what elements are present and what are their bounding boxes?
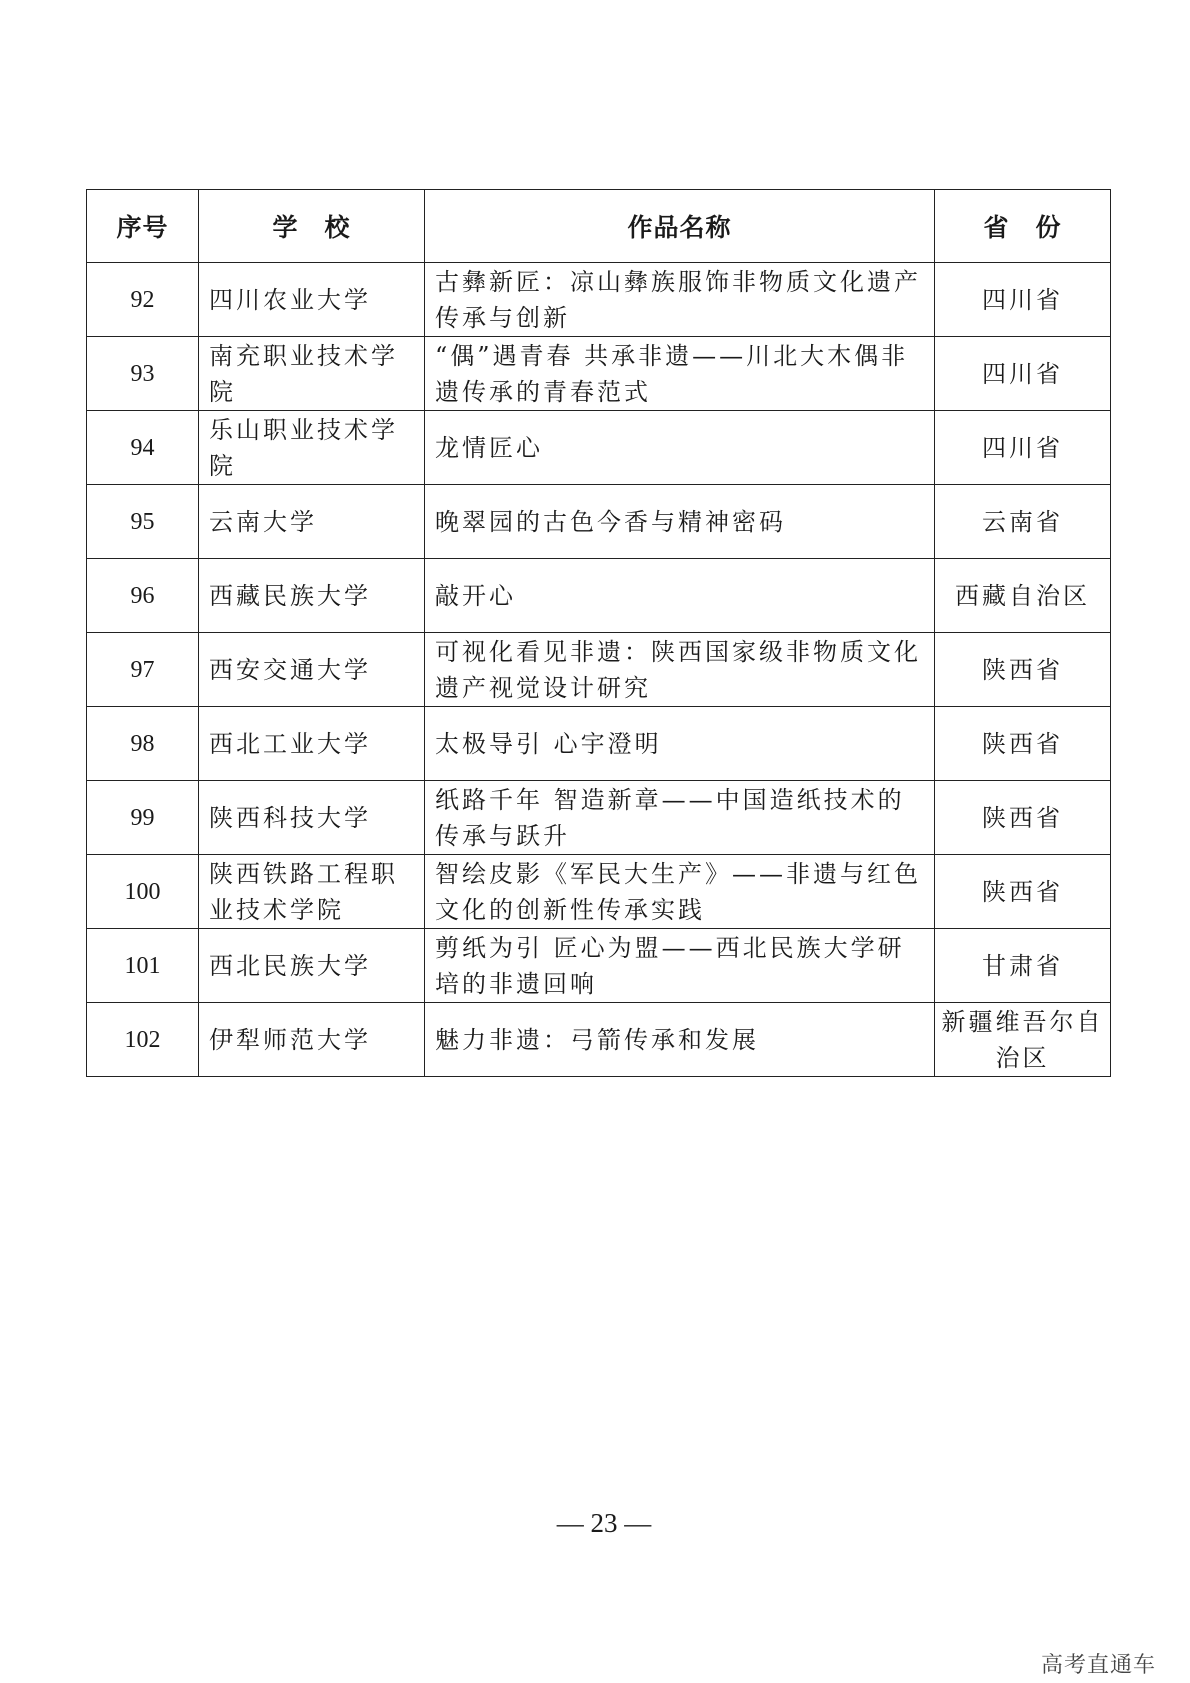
table-header-row xyxy=(87,190,1111,263)
row-school: 西安交通大学 xyxy=(199,633,425,707)
row-school: 西北工业大学 xyxy=(199,707,425,781)
row-work-title: 龙情匠心 xyxy=(425,411,935,485)
row-work-title: 剪纸为引 匠心为盟——西北民族大学研培的非遗回响 xyxy=(425,929,935,1003)
watermark-text: 高考直通车 xyxy=(1040,1653,1156,1678)
table-row xyxy=(87,781,1111,855)
header-province: 省 份 xyxy=(935,190,1111,263)
row-serial-number: 93 xyxy=(87,337,199,411)
row-serial-number: 98 xyxy=(87,707,199,781)
row-work-title: 晚翠园的古色今香与精神密码 xyxy=(425,485,935,559)
table-row xyxy=(87,485,1111,559)
row-province: 云南省 xyxy=(935,485,1111,559)
row-school: 陕西铁路工程职业技术学院 xyxy=(199,855,425,929)
row-school: 陕西科技大学 xyxy=(199,781,425,855)
row-work-title: 太极导引 心宇澄明 xyxy=(425,707,935,781)
row-province: 四川省 xyxy=(935,337,1111,411)
row-school: 乐山职业技术学院 xyxy=(199,411,425,485)
row-work-title: “偶”遇青春 共承非遗——川北大木偶非遗传承的青春范式 xyxy=(425,337,935,411)
row-province: 陕西省 xyxy=(935,855,1111,929)
row-province: 陕西省 xyxy=(935,707,1111,781)
row-work-title: 敲开心 xyxy=(425,559,935,633)
row-province: 甘肃省 xyxy=(935,929,1111,1003)
row-school: 伊犁师范大学 xyxy=(199,1003,425,1077)
table-row xyxy=(87,559,1111,633)
row-work-title: 古彝新匠：凉山彝族服饰非物质文化遗产传承与创新 xyxy=(425,263,935,337)
header-work-title: 作品名称 xyxy=(425,190,935,263)
row-serial-number: 94 xyxy=(87,411,199,485)
row-work-title: 可视化看见非遗：陕西国家级非物质文化遗产视觉设计研究 xyxy=(425,633,935,707)
row-serial-number: 96 xyxy=(87,559,199,633)
table-row xyxy=(87,633,1111,707)
table-row xyxy=(87,263,1111,337)
page-number: — 23 — xyxy=(556,1508,652,1538)
table-row xyxy=(87,1003,1111,1077)
row-work-title: 智绘皮影《军民大生产》——非遗与红色文化的创新性传承实践 xyxy=(425,855,935,929)
header-school: 学 校 xyxy=(199,190,425,263)
row-school: 南充职业技术学院 xyxy=(199,337,425,411)
row-province: 新疆维吾尔自治区 xyxy=(935,1003,1111,1077)
row-province: 陕西省 xyxy=(935,633,1111,707)
works-table xyxy=(86,189,1111,1077)
row-serial-number: 99 xyxy=(87,781,199,855)
table-row xyxy=(87,855,1111,929)
row-serial-number: 101 xyxy=(87,929,199,1003)
row-serial-number: 102 xyxy=(87,1003,199,1077)
table-row xyxy=(87,411,1111,485)
row-work-title: 纸路千年 智造新章——中国造纸技术的传承与跃升 xyxy=(425,781,935,855)
row-school: 四川农业大学 xyxy=(199,263,425,337)
row-school: 云南大学 xyxy=(199,485,425,559)
row-province: 西藏自治区 xyxy=(935,559,1111,633)
row-work-title: 魅力非遗：弓箭传承和发展 xyxy=(425,1003,935,1077)
table-row xyxy=(87,707,1111,781)
row-serial-number: 97 xyxy=(87,633,199,707)
table-row xyxy=(87,337,1111,411)
row-province: 四川省 xyxy=(935,411,1111,485)
row-serial-number: 100 xyxy=(87,855,199,929)
row-serial-number: 95 xyxy=(87,485,199,559)
row-province: 陕西省 xyxy=(935,781,1111,855)
row-school: 西北民族大学 xyxy=(199,929,425,1003)
row-school: 西藏民族大学 xyxy=(199,559,425,633)
table-row xyxy=(87,929,1111,1003)
row-serial-number: 92 xyxy=(87,263,199,337)
row-province: 四川省 xyxy=(935,263,1111,337)
header-serial-number: 序号 xyxy=(87,190,199,263)
